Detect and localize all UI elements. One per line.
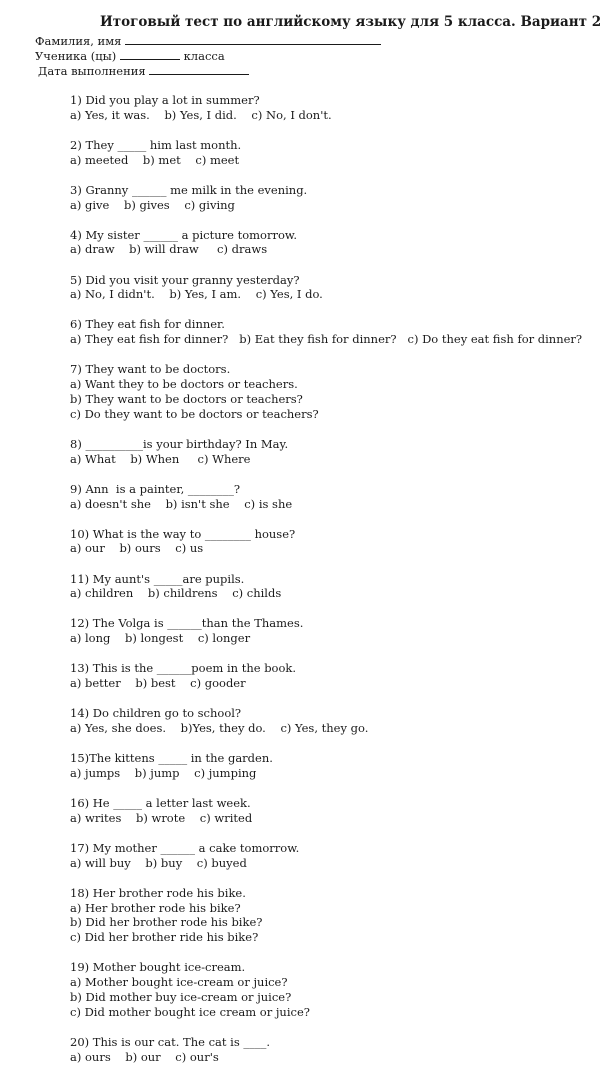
page-title: Итоговый тест по английскому языку для 5 класса. Вариант 2 (100, 14, 602, 30)
answer-options: a) What b) When c) Where (70, 451, 251, 466)
question-20 (70, 1035, 600, 1065)
question-18 (70, 886, 600, 945)
question-text: 1) Did you play a lot in summer? (70, 93, 260, 107)
question-9 (70, 482, 600, 512)
question-text: 2) They _____ him last month. (70, 137, 242, 152)
question-text: 5) Did you visit your granny yesterday? (70, 272, 300, 287)
question-text: 10) What is the way to ________ house? (70, 526, 296, 541)
date-label: Дата выполнения (38, 64, 150, 78)
question-text: 9) Ann is a painter, ________? (70, 481, 241, 496)
question-text: 20) This is our cat. The cat is ____. (70, 1034, 271, 1049)
answer-options: c) Do they want to be doctors or teachers? (70, 406, 319, 421)
name-label: Фамилия, имя (35, 34, 126, 48)
answer-options: b) They want to be doctors or teachers? (70, 391, 303, 406)
answer-options: a) children b) childrens c) childs (70, 586, 282, 601)
question-text: 13) This is the ______poem in the book. (70, 661, 297, 676)
question-16 (70, 796, 600, 826)
question-15 (70, 751, 600, 781)
date-field-row (38, 64, 249, 78)
question-8 (70, 437, 600, 467)
answer-options: a) Mother bought ice-cream or juice? (70, 975, 288, 990)
question-5 (70, 273, 600, 303)
question-3 (70, 183, 600, 213)
date-blank[interactable] (149, 64, 249, 75)
answer-options: a) Yes, she does. b)Yes, they do. c) Yes, they go. (70, 720, 369, 735)
answer-options: a) Yes, it was. b) Yes, I did. c) No, I don't. (70, 107, 332, 122)
question-text: 15)The kittens _____ in the garden. (70, 751, 273, 766)
question-4 (70, 228, 600, 258)
answer-options: a) will buy b) buy c) buyed (70, 855, 247, 870)
question-text: 6) They eat fish for dinner. (70, 317, 225, 332)
question-10 (70, 527, 600, 557)
question-14 (70, 706, 600, 736)
question-text: 12) The Volga is ______than the Thames. (70, 616, 304, 631)
class-number-blank[interactable] (120, 49, 180, 60)
question-text: 7) They want to be doctors. (70, 362, 231, 377)
answer-options: a) Her brother rode his bike? (70, 900, 241, 915)
question-17 (70, 841, 600, 871)
answer-options: a) our b) ours c) us (70, 541, 204, 556)
answer-options: a) doesn't she b) isn't she c) is she (70, 496, 293, 511)
answer-options: a) meeted b) met c) meet (70, 152, 240, 167)
question-2 (70, 138, 600, 168)
question-text: 18) Her brother rode his bike. (70, 885, 246, 900)
name-field-row (35, 34, 381, 48)
question-7 (70, 362, 600, 421)
question-text: 16) He _____ a letter last week. (70, 795, 251, 810)
answer-options: a) long b) longest c) longer (70, 631, 251, 646)
question-text: 14) Do children go to school? (70, 706, 242, 721)
answer-options: a) They eat fish for dinner? b) Eat they fish for dinner? c) Do they eat fish for dinner? (70, 332, 583, 347)
question-list (70, 93, 600, 1080)
answer-options: a) ours b) our c) our's (70, 1049, 219, 1064)
name-blank[interactable] (125, 34, 381, 45)
question-text: 11) My aunt's _____are pupils. (70, 571, 245, 586)
answer-options: a) better b) best c) gooder (70, 676, 246, 691)
question-6 (70, 317, 600, 347)
question-11 (70, 572, 600, 602)
question-12 (70, 616, 600, 646)
answer-options: c) Did mother bought ice cream or juice? (70, 1004, 310, 1019)
class-label: класса (179, 49, 225, 63)
student-field-row (35, 49, 225, 63)
question-text: 19) Mother bought ice-cream. (70, 960, 246, 975)
question-1 (70, 93, 600, 123)
answer-options: a) draw b) will draw c) draws (70, 242, 268, 257)
answer-options: a) Want they to be doctors or teachers. (70, 377, 298, 392)
answer-options: a) jumps b) jump c) jumping (70, 765, 257, 780)
answer-options: b) Did mother buy ice-cream or juice? (70, 989, 292, 1004)
question-text: 8) __________is your birthday? In May. (70, 436, 289, 451)
question-text: 17) My mother ______ a cake tomorrow. (70, 840, 300, 855)
answer-options: b) Did her brother rode his bike? (70, 915, 263, 930)
question-19 (70, 960, 600, 1019)
answer-options: a) No, I didn't. b) Yes, I am. c) Yes, I do. (70, 287, 323, 302)
question-text: 4) My sister ______ a picture tomorrow. (70, 227, 298, 242)
student-label: Ученика (цы) (35, 49, 120, 63)
question-text: 3) Granny ______ me milk in the evening. (70, 182, 308, 197)
answer-options: a) writes b) wrote c) writed (70, 810, 253, 825)
answer-options: c) Did her brother ride his bike? (70, 930, 259, 945)
question-13 (70, 661, 600, 691)
answer-options: a) give b) gives c) giving (70, 197, 235, 212)
